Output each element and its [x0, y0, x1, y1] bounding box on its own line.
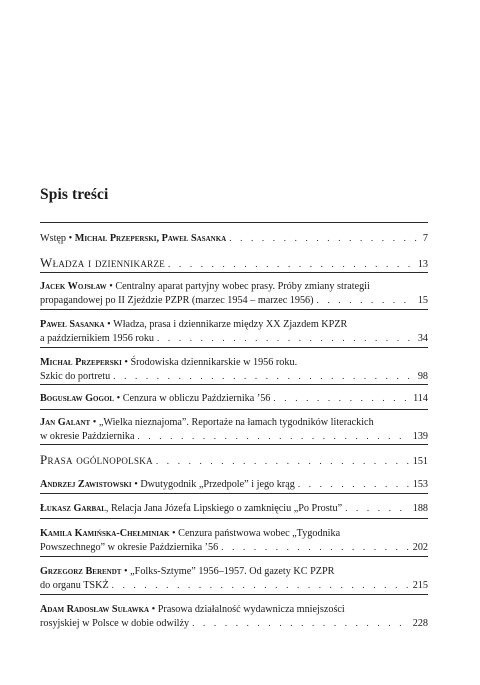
section-title: Prasa ogólnopolska [40, 452, 153, 467]
entry-author: Grzegorz Berendt [40, 566, 122, 577]
toc-line [40, 319, 428, 332]
divider-rule [40, 347, 428, 348]
entry-author: Michał Przeperski [40, 357, 122, 368]
divider-rule [40, 309, 428, 310]
toc-entry[interactable] [40, 392, 428, 406]
page-number: 153 [412, 479, 428, 490]
divider-rule [40, 384, 428, 385]
entry-text: Jan Galant • „Wielka nieznajoma”. Reportaże na łamach tygodników literackich [40, 417, 374, 428]
toc-line [40, 232, 428, 246]
entry-text: Andrzej Zawistowski • Dwutygodnik „Przedpole” i jego krąg [40, 479, 295, 490]
entry-author: Łukasz Garbal [40, 503, 106, 514]
toc-line [40, 502, 428, 516]
toc-entry[interactable] [40, 528, 428, 554]
entry-title: Cenzura państwowa wobec „Tygodnika [178, 528, 341, 539]
entry-text [40, 618, 189, 631]
toc-entry[interactable] [40, 319, 428, 345]
toc-line [40, 281, 428, 294]
page-number: 139 [412, 430, 428, 442]
page-number: 98 [417, 370, 428, 382]
dot-leader [317, 294, 415, 307]
entry-title: a październikiem 1956 roku [40, 332, 155, 344]
entry-lead: Wstęp [40, 233, 67, 244]
toc-title: Spis treści [40, 186, 109, 203]
entry-title: Władza, prasa i dziennikarze między XX Zjazdem KPZR [113, 319, 348, 330]
toc-entry[interactable] [40, 604, 428, 630]
entry-author: Jan Galant [40, 417, 91, 428]
toc-entry[interactable] [40, 417, 428, 443]
divider-rule [40, 493, 428, 494]
entry-author: Michał Przeperski, Paweł Sasanka [74, 233, 227, 244]
entry-title: rosyjskiej w Polsce w dobie odwilży [40, 617, 190, 629]
toc-entry[interactable] [40, 502, 428, 516]
page-number: 7 [422, 233, 428, 244]
page-number: 215 [412, 579, 428, 591]
entry-text [40, 371, 110, 384]
dot-leader [137, 430, 409, 443]
divider-rule [40, 594, 428, 595]
toc-line [40, 528, 428, 541]
entry-title: Powszechnego” w okresie Października ’56 [40, 541, 219, 553]
page-number: 202 [412, 541, 428, 553]
entry-author: Paweł Sasanka [40, 319, 105, 330]
entry-text: Kamila Kamińska-Chełminiak • Cenzura państwowa wobec „Tygodnika [40, 528, 341, 539]
divider-rule [40, 444, 428, 445]
entry-title: Cenzura w obliczu Października ’56 [122, 393, 271, 404]
entry-author: Jacek Wojsław [40, 281, 107, 292]
entry-text: Łukasz Garbal, Relacja Jana Józefa Lipskiego o zamknięciu „Po Prostu” [40, 503, 343, 514]
entry-text: Bogusław Gogol • Cenzura w obliczu Października ’56 [40, 393, 271, 404]
divider-rule [40, 272, 428, 273]
dot-leader [221, 541, 410, 554]
entry-title: Szkic do portretu [40, 370, 111, 382]
toc-line [40, 617, 428, 631]
page-number: 188 [412, 503, 428, 514]
toc-line [40, 370, 428, 384]
page-number: 228 [412, 617, 428, 629]
toc-line [40, 257, 428, 272]
toc-line [40, 454, 428, 469]
toc-entry[interactable] [40, 478, 428, 492]
entry-text [40, 580, 109, 593]
dot-leader [113, 370, 415, 383]
toc-entry[interactable] [40, 566, 428, 592]
entry-title: Środowiska dziennikarskie w 1956 roku. [130, 357, 298, 368]
dot-leader [192, 617, 410, 630]
entry-text: Michał Przeperski • Środowiska dziennikarskie w 1956 roku. [40, 357, 298, 368]
dot-leader [273, 392, 410, 405]
page-number: 15 [417, 294, 428, 306]
divider-rule [40, 222, 428, 223]
entry-author: Andrzej Zawistowski [40, 479, 132, 490]
entry-text [40, 333, 154, 346]
toc-entry[interactable] [40, 357, 428, 383]
entry-text: Adam Radosław Suławka • Prasowa działalność wydawnicza mniejszości [40, 604, 345, 615]
entry-title: Prasowa działalność wydawnicza mniejszości [157, 604, 345, 615]
section-title: Władza i dziennikarze [40, 255, 166, 270]
toc-line [40, 332, 428, 346]
toc-line [40, 604, 428, 617]
toc-entry[interactable] [40, 232, 428, 246]
toc-line [40, 430, 428, 444]
divider-rule [40, 409, 428, 410]
dot-leader [112, 579, 410, 592]
entry-text: Paweł Sasanka • Władza, prasa i dziennikarze między XX Zjazdem KPZR [40, 319, 348, 330]
page-number: 34 [417, 332, 428, 344]
entry-title: propagandowej po II Zjeździe PZPR (marzec 1954 – marzec 1956) [40, 294, 314, 306]
toc-line [40, 541, 428, 555]
dot-leader [168, 258, 415, 271]
dot-leader [298, 478, 410, 491]
dot-leader [229, 232, 420, 245]
entry-title: Dwutygodnik „Przedpole” i jego krąg [140, 479, 295, 490]
entry-title: w okresie Października [40, 430, 135, 442]
entry-title: Centralny aparat partyjny wobec prasy. Próby zmiany strategii [115, 281, 370, 292]
toc-line [40, 392, 428, 406]
entry-title: do organu TSKŻ [40, 579, 109, 591]
entry-text: Jacek Wojsław • Centralny aparat partyjny wobec prasy. Próby zmiany strategii [40, 281, 370, 292]
entry-text [40, 295, 314, 308]
divider-rule [40, 556, 428, 557]
dot-leader [345, 502, 410, 515]
entry-text: Wstęp • Michał Przeperski, Paweł Sasanka [40, 233, 227, 244]
entry-title: „Wielka nieznajoma”. Reportaże na łamach tygodników literackich [98, 417, 374, 428]
entry-text [40, 431, 134, 444]
toc-line [40, 566, 428, 579]
toc-entry[interactable] [40, 281, 428, 307]
toc-line [40, 294, 428, 308]
toc-section[interactable] [40, 257, 428, 272]
dot-leader [156, 455, 410, 468]
page-number: 13 [417, 259, 428, 270]
page-number: 151 [412, 456, 428, 467]
toc-line [40, 417, 428, 430]
entry-title: „Folks-Sztyme” 1956–1957. Od gazety KC PZPR [130, 566, 335, 577]
toc-line [40, 579, 428, 593]
entry-text [40, 542, 218, 555]
toc-section[interactable] [40, 454, 428, 469]
toc-line [40, 478, 428, 492]
page-number: 114 [413, 393, 428, 404]
toc-line [40, 357, 428, 370]
entry-author: Adam Radosław Suławka [40, 604, 150, 615]
entry-author: Bogusław Gogol [40, 393, 115, 404]
entry-author: Kamila Kamińska-Chełminiak [40, 528, 170, 539]
dot-leader [157, 332, 415, 345]
entry-text: Grzegorz Berendt • „Folks-Sztyme” 1956–1957. Od gazety KC PZPR [40, 566, 335, 577]
divider-rule [40, 518, 428, 519]
entry-title: Relacja Jana Józefa Lipskiego o zamknięciu „Po Prostu” [110, 503, 343, 514]
